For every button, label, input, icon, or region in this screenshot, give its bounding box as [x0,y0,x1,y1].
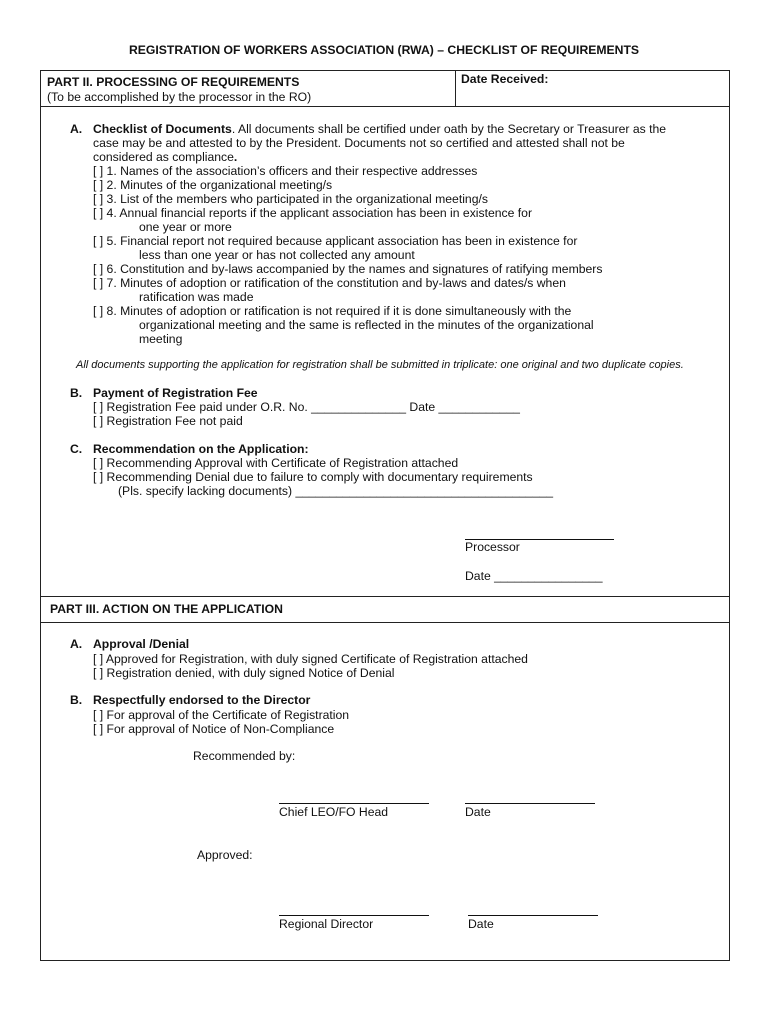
processor-date: Date ________________ [465,569,603,583]
fee-not-paid-item: [ ] Registration Fee not paid [93,414,243,428]
checklist-item-7: [ ] 7. Minutes of adoption or ratification of the constitution and by-laws and dates/s when [93,276,566,290]
section-a-intro-line3: considered as compliance. [93,150,238,164]
header-divider [40,106,730,107]
director-label: Regional Director [279,917,374,931]
recommend-denial-item: [ ] Recommending Denial due to failure to comply with documentary requirements [93,470,533,484]
approved-item: [ ] Approved for Registration, with duly signed Certificate of Registration attached [93,652,528,666]
section-c-title: Recommendation on the Application: [93,442,309,456]
section-c-letter: C. [70,442,83,456]
chief-label: Chief LEO/FO Head [279,805,389,819]
part3-section-a-letter: A. [70,637,83,651]
endorse-certificate-item: [ ] For approval of the Certificate of Registration [93,708,350,722]
section-b-title: Payment of Registration Fee [93,386,258,400]
part3-section-b-letter: B. [70,693,83,707]
document-title: REGISTRATION OF WORKERS ASSOCIATION (RWA) – CHECKLIST OF REQUIREMENTS [128,43,640,57]
part3-top-divider [40,596,730,597]
chief-date-label: Date [465,805,491,819]
checklist-item-4-cont: one year or more [139,220,232,234]
section-b-letter: B. [70,386,83,400]
part2-subheading: (To be accomplished by the processor in the RO) [47,90,312,104]
section-a-title: Checklist of Documents [93,122,232,136]
part3-section-b-title: Respectfully endorsed to the Director [93,693,311,707]
checklist-item-8-cont2: meeting [139,332,183,346]
director-date-line [468,915,598,916]
date-received-label: Date Received: [461,72,549,86]
recommend-approval-item: [ ] Recommending Approval with Certificate of Registration attached [93,456,459,470]
header-column-divider [455,70,456,107]
endorse-non-compliance-item: [ ] For approval of Notice of Non-Compliance [93,722,335,736]
denied-item: [ ] Registration denied, with duly signed Notice of Denial [93,666,395,680]
director-date-label: Date [468,917,494,931]
triplicate-note: All documents supporting the application for registration shall be submitted in triplicate: one original and two duplicate copies. [76,359,684,371]
checklist-item-7-cont: ratification was made [139,290,254,304]
checklist-item-8: [ ] 8. Minutes of adoption or ratification is not required if it is done simultaneously with the [93,304,572,318]
checklist-item-6: [ ] 6. Constitution and by-laws accompanied by the names and signatures of ratifying members [93,262,603,276]
checklist-item-2: [ ] 2. Minutes of the organizational meeting/s [93,178,333,192]
checklist-item-5: [ ] 5. Financial report not required because applicant association has been in existence for [93,234,578,248]
part2-heading: PART II. PROCESSING OF REQUIREMENTS [47,75,300,89]
section-a-intro-line2: case may be and attested to by the President. Documents not so certified and attested shall not be [93,136,625,150]
director-signature-line [279,915,429,916]
checklist-item-8-cont1: organizational meeting and the same is reflected in the minutes of the organizational [139,318,594,332]
checklist-item-4: [ ] 4. Annual financial reports if the applicant association has been in existence for [93,206,533,220]
checklist-item-3: [ ] 3. List of the members who participated in the organizational meeting/s [93,192,488,206]
chief-date-line [465,803,595,804]
chief-signature-line [279,803,429,804]
approved-label: Approved: [197,848,253,862]
checklist-item-5-cont: less than one year or has not collected any amount [139,248,415,262]
lacking-documents-line: (Pls. specify lacking documents) ______________________________________ [118,484,554,498]
fee-paid-item: [ ] Registration Fee paid under O.R. No. ______________ Date ____________ [93,400,520,414]
recommended-by-label: Recommended by: [193,749,296,763]
part3-header-divider [40,622,730,623]
section-a-intro-rest: . All documents shall be certified under oath by the Secretary or Treasurer as the [231,122,667,136]
section-a-letter: A. [70,122,83,136]
part3-section-a-title: Approval /Denial [93,637,190,651]
part3-heading: PART III. ACTION ON THE APPLICATION [50,602,283,616]
checklist-item-1: [ ] 1. Names of the association’s officers and their respective addresses [93,164,478,178]
processor-label: Processor [465,540,520,554]
section-a-intro-line1 [93,122,666,136]
